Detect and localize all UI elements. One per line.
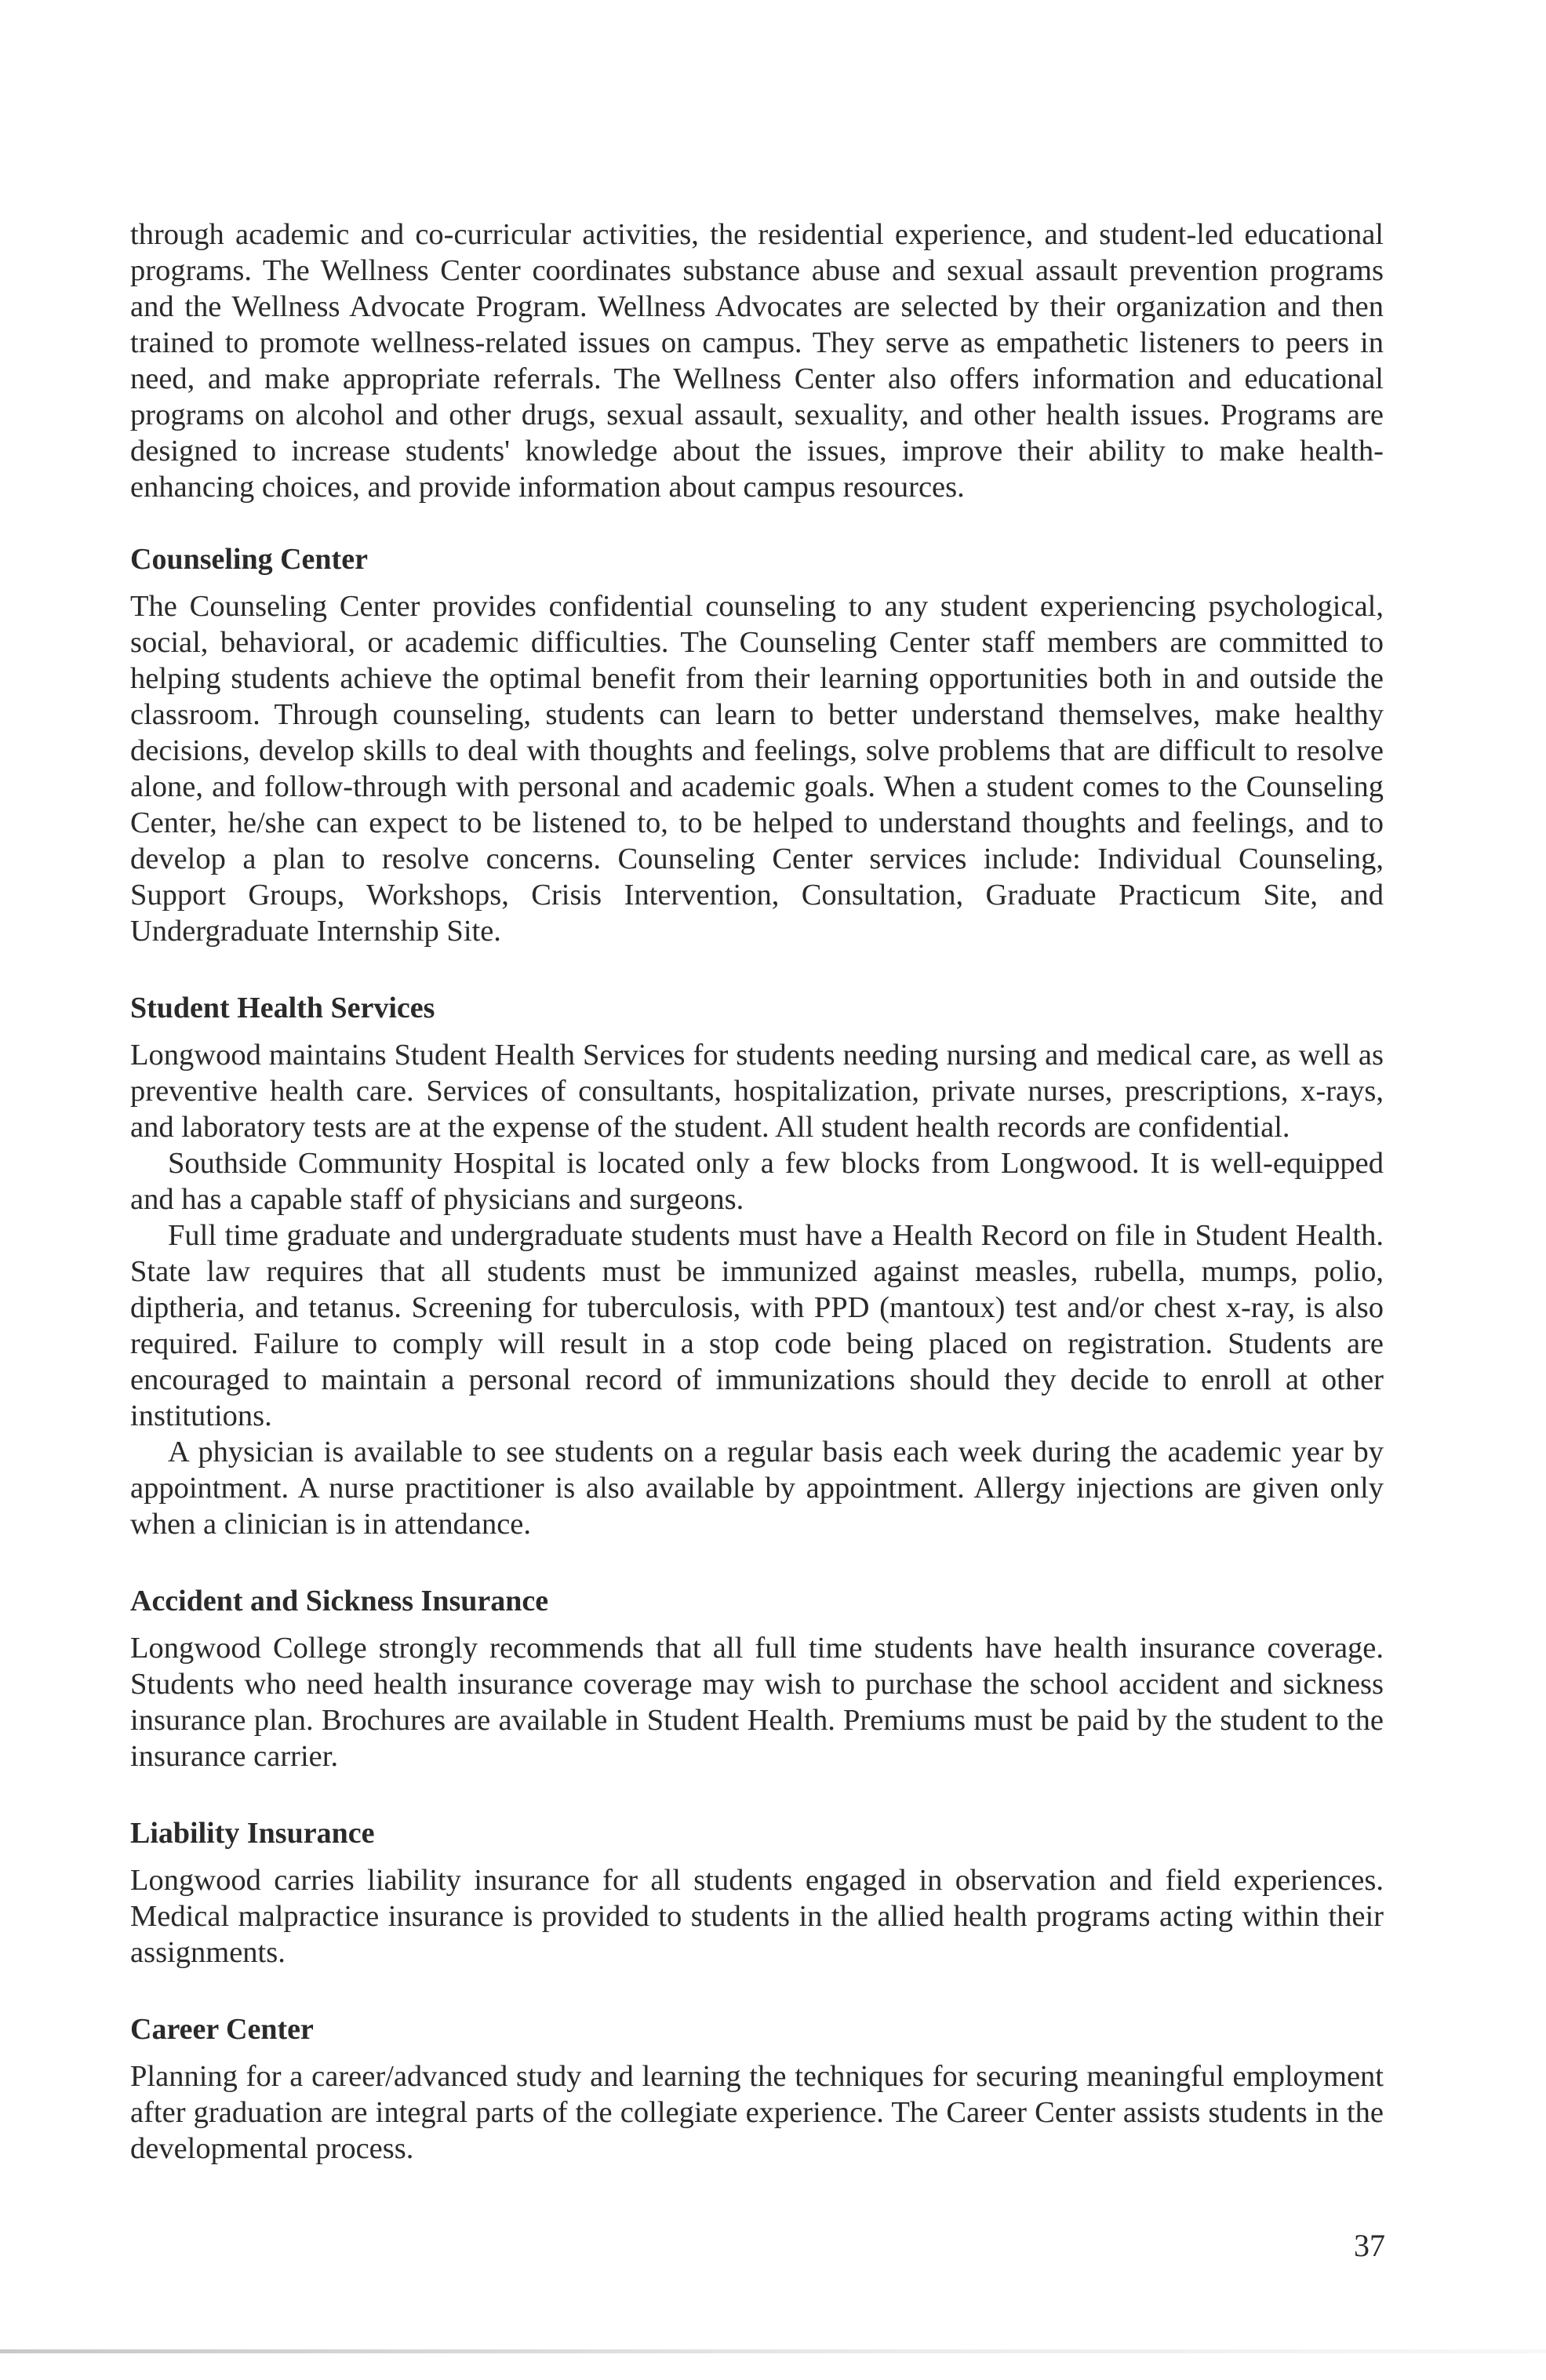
liability-insurance-heading: Liability Insurance: [130, 1817, 375, 1850]
counseling-paragraph: The Counseling Center provides confidential counseling to any student experiencing psychological, social, behavioral, or academic difficulties. The Counseling Center staff members are committed to helping students achieve the optimal benefit from their learning opportunities both in and outside the classroom. Through counseling, students can learn to better understand themselves, make healthy decisions, develop skills to deal with thoughts and feelings, solve problems that are difficult to resolve alone, and follow-through with personal and academic goals. When a student comes to the Counseling Center, he/she can expect to be listened to, to be helped to understand thoughts and feelings, and to develop a plan to resolve concerns. Counseling Center services include: Individual Counseling, Support Groups, Workshops, Crisis Intervention, Consultation, Graduate Practicum Site, and Undergraduate Internship Site.: [130, 590, 1384, 948]
liability-insurance-paragraph: Longwood carries liability insurance for all students engaged in observation and field experiences. Medical malpractice insurance is provided to students in the allied health programs acting within their assignments.: [130, 1864, 1384, 1969]
scan-edge-divider: [0, 2349, 1546, 2353]
intro-paragraph: through academic and co-curricular activities, the residential experience, and student-led educational programs. The Wellness Center coordinates substance abuse and sexual assault prevention programs and the Wellness Advocate Program. Wellness Advocates are selected by their organization and then trained to promote wellness-related issues on campus. They serve as empathetic listeners to peers in need, and make appropriate referrals. The Wellness Center also offers information and educational programs on alcohol and other drugs, sexual assault, sexuality, and other health issues. Programs are designed to increase students' knowledge about the issues, improve their ability to make health-enhancing choices, and provide information about campus resources.: [130, 218, 1384, 504]
career-center-heading: Career Center: [130, 2013, 314, 2046]
student-health-section: [130, 990, 1384, 1542]
health-paragraph-hospital: Southside Community Hospital is located only a few blocks from Longwood. It is well-equipped and has a capable staff of physicians and surgeons.: [130, 1147, 1384, 1216]
page-number: 37: [1354, 2228, 1385, 2263]
health-paragraph-immunization: Full time graduate and undergraduate students must have a Health Record on file in Student Health. State law requires that all students must be immunized against measles, rubella, mumps, polio, diptheria, and tetanus. Screening for tuberculosis, with PPD (mantoux) test and/or chest x-ray, is also required. Failure to comply will result in a stop code being placed on registration. Students are encouraged to maintain a personal record of immunizations should they decide to enroll at other institutions.: [130, 1219, 1384, 1432]
accident-insurance-paragraph: Longwood College strongly recommends that all full time students have health insurance coverage. Students who need health insurance coverage may wish to purchase the school accident and sickness insurance plan. Brochures are available in Student Health. Premiums must be paid by the student to the insurance carrier.: [130, 1632, 1384, 1773]
counseling-heading: Counseling Center: [130, 543, 368, 576]
health-paragraph-services: Longwood maintains Student Health Services for students needing nursing and medical care, as well as preventive health care. Services of consultants, hospitalization, private nurses, prescriptions, x-rays, and laboratory tests are at the expense of the student. All student health records are confidential.: [130, 1039, 1384, 1144]
counseling-section: [130, 541, 1384, 949]
career-center-paragraph: Planning for a career/advanced study and learning the techniques for securing meaningful employment after graduation are integral parts of the collegiate experience. The Career Center assists students in the developmental process.: [130, 2060, 1384, 2165]
health-paragraph-physician: A physician is available to see students on a regular basis each week during the academic year by appointment. A nurse practitioner is also available by appointment. Allergy injections are given only when a clinician is in attendance.: [130, 1436, 1384, 1541]
accident-insurance-heading: Accident and Sickness Insurance: [130, 1585, 549, 1618]
liability-insurance-section: [130, 1815, 1384, 1971]
student-health-heading: Student Health Services: [130, 992, 435, 1024]
accident-insurance-section: [130, 1583, 1384, 1774]
career-center-section: [130, 2011, 1384, 2167]
intro-section: [130, 217, 1384, 505]
page-content: [130, 217, 1384, 2167]
